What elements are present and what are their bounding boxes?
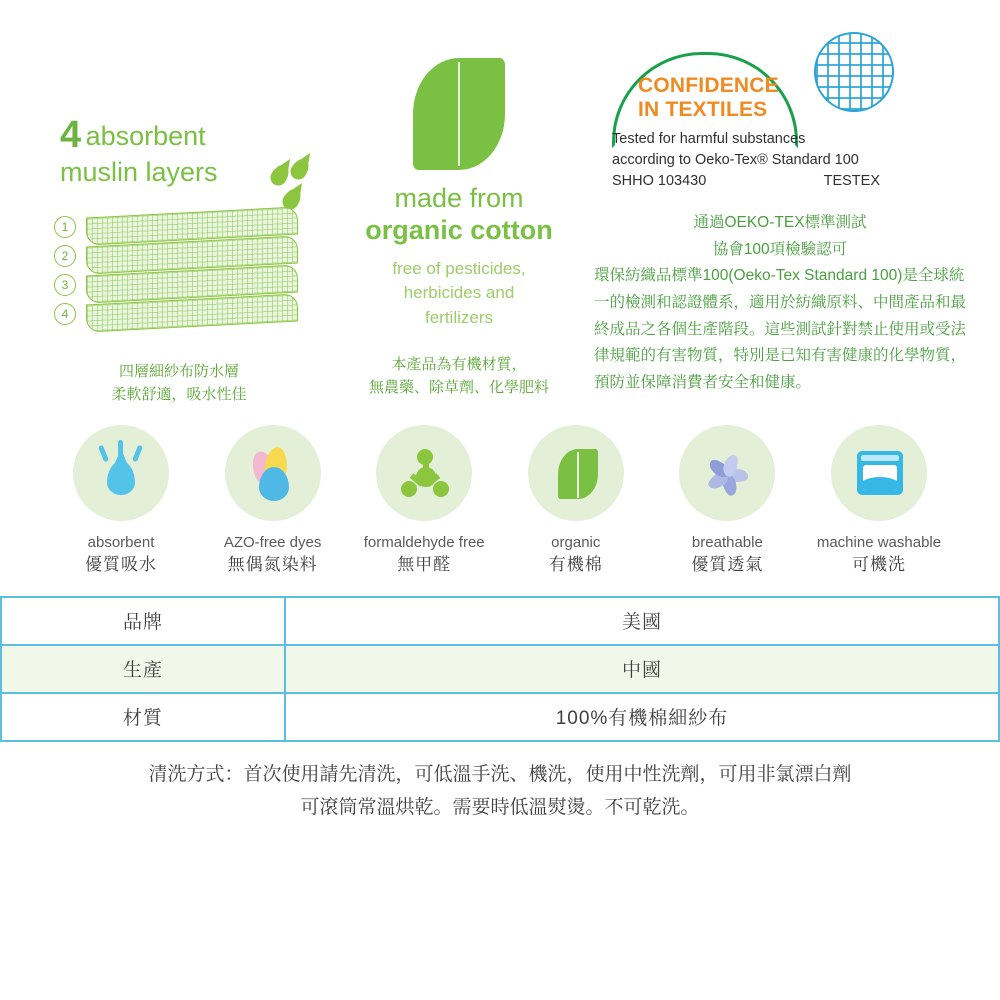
cotton-caption	[324, 353, 594, 400]
layer-number: 2	[54, 245, 76, 267]
feature-label-en: breathable	[691, 533, 763, 551]
feature-absorbent	[46, 425, 196, 578]
badge-title-line2: IN TEXTILES	[638, 97, 768, 121]
feature-formaldehyde-free	[349, 425, 499, 578]
feature-label-en: formaldehyde free	[363, 533, 485, 551]
badge-details	[612, 129, 912, 192]
oeko-tex-badge	[612, 30, 912, 192]
badge-cert-number: SHHO 103430	[612, 173, 707, 190]
leaf-icon	[528, 425, 624, 521]
layers-caption-line1: 四層細紗布防水層	[118, 363, 239, 381]
leaf-icon	[413, 58, 505, 176]
badge-institute: TESTEX	[823, 173, 880, 190]
cotton-subtitle-line3: fertilizers	[424, 308, 493, 328]
badge-title	[638, 38, 912, 121]
fan-icon	[679, 425, 775, 521]
badge-tested-line2: according to Oeko-Tex® Standard 100	[612, 152, 859, 169]
feature-label-en: absorbent	[87, 533, 155, 551]
table-row	[1, 645, 999, 693]
feature-breathable	[652, 425, 802, 578]
cotton-caption-line1: 本產品為有機材質，	[391, 355, 527, 373]
molecule-icon	[376, 425, 472, 521]
badge-title-line1: CONFIDENCE	[638, 74, 779, 97]
absorbent-layers-block	[34, 30, 324, 407]
cotton-subtitle-line2: herbicides and	[403, 283, 515, 303]
spec-table	[0, 596, 1000, 742]
feature-machine-washable	[804, 425, 954, 578]
paint-dye-icon	[225, 425, 321, 521]
cotton-title-line1: made from	[394, 183, 524, 213]
care-line2: 可滾筒常溫烘乾。需要時低溫熨燙。不可乾洗。	[300, 796, 700, 818]
table-row	[1, 597, 999, 645]
muslin-layer-stack	[52, 212, 302, 342]
table-row	[1, 693, 999, 741]
top-section	[0, 0, 1000, 407]
feature-label-cn: 無偶氮染料	[227, 555, 318, 575]
spec-value: 美國	[285, 597, 999, 645]
feature-label-en: AZO-free dyes	[223, 533, 322, 551]
feature-label-cn: 有機棉	[548, 555, 603, 575]
layers-headline-line2: muslin layers	[60, 156, 218, 187]
feature-label-cn: 優質透氣	[691, 555, 764, 575]
oeko-cn-body: 環保紡織品標準100(Oeko-Tex Standard 100)是全球統一的檢測和認證體系，適用於紡織原料、中間產品和最終成品之各個生產階段。這些測試針對禁止使用或受法律規範的有害物質，特別是已知有害健康的化學物質，預防並保障消費者安全和健康。	[594, 267, 967, 392]
layers-count: 4	[60, 114, 82, 156]
feature-icon-row	[0, 407, 1000, 578]
spec-label: 材質	[1, 693, 285, 741]
care-line1: 清洗方式：首次使用請先清洗，可低溫手洗、機洗，使用中性洗劑，可用非氯漂白劑	[148, 763, 852, 785]
spec-value: 100%有機棉細紗布	[285, 693, 999, 741]
oeko-cn-line2: 協會100項檢驗認可	[712, 240, 848, 258]
layers-caption-line2: 柔軟舒適，吸水性佳	[111, 386, 247, 404]
feature-organic	[501, 425, 651, 578]
layer-number: 3	[54, 274, 76, 296]
spec-value: 中國	[285, 645, 999, 693]
feature-label-cn: 優質吸水	[85, 555, 157, 575]
feature-label-cn: 無甲醛	[397, 555, 452, 575]
oeko-tex-block	[594, 30, 966, 407]
feature-label-en: machine washable	[816, 533, 942, 551]
cotton-subtitle-line1: free of pesticides,	[392, 258, 526, 278]
organic-cotton-block	[324, 30, 594, 407]
spec-label: 品牌	[1, 597, 285, 645]
care-instructions	[0, 758, 1000, 825]
feature-label-en: organic	[551, 533, 601, 551]
feature-azo-free-dyes	[198, 425, 348, 578]
layers-caption	[34, 360, 324, 407]
washing-machine-icon	[831, 425, 927, 521]
oeko-chinese-text	[594, 210, 966, 397]
layers-headline-word: absorbent	[85, 121, 206, 151]
cotton-subtitle	[324, 257, 594, 331]
cotton-title-line2: organic cotton	[365, 215, 553, 246]
cotton-caption-line2: 無農藥、除草劑、化學肥料	[368, 378, 549, 396]
spec-label: 生產	[1, 645, 285, 693]
water-drop-icon	[73, 425, 169, 521]
feature-label-cn: 可機洗	[851, 555, 906, 575]
oeko-cn-line1: 通過OEKO-TEX標準測試	[693, 214, 867, 232]
cotton-title	[324, 182, 594, 247]
layer-number: 4	[54, 303, 76, 325]
layer-number: 1	[54, 216, 76, 238]
badge-tested-line1: Tested for harmful substances	[612, 131, 806, 148]
